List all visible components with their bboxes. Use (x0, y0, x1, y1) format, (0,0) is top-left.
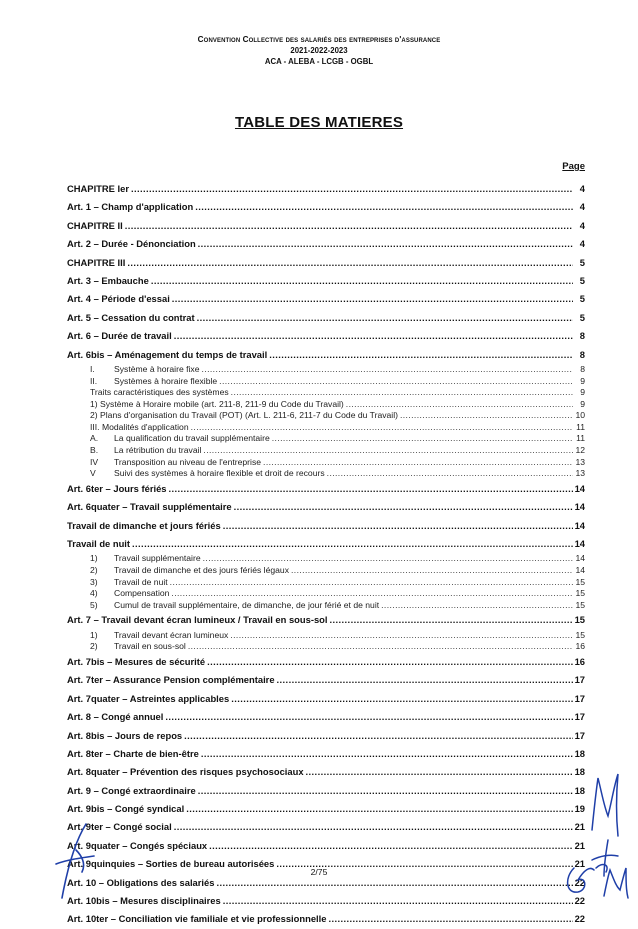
dot-leader (203, 553, 573, 565)
toc-page-number: 4 (579, 201, 585, 213)
toc-page-number: 17 (574, 692, 585, 704)
toc-page-number: 18 (574, 747, 585, 759)
toc-page-number: 8 (579, 348, 585, 360)
toc-subentry-number: IV (90, 456, 99, 467)
dot-leader (346, 399, 573, 411)
toc-entry-title: Art. 8 – Congé annuel (67, 711, 164, 723)
toc-subentry-number: B. (90, 445, 99, 456)
toc-entry-title: Art. 8bis – Jours de repos (67, 729, 183, 741)
toc-entry-title: Art. 9 – Congé extraordinaire (67, 784, 196, 796)
toc-entry-title: Art. 5 – Cessation du contrat (67, 311, 195, 323)
toc-entry (67, 837, 585, 855)
dot-leader (169, 480, 573, 498)
toc-subentry-title (90, 387, 229, 399)
toc-page-number: 17 (574, 674, 585, 686)
toc-entry (67, 745, 585, 763)
toc-page-number: 19 (574, 803, 585, 815)
toc-page-number: 13 (575, 468, 585, 479)
toc-entry (67, 290, 585, 308)
dot-leader (291, 565, 573, 577)
toc-page-number: 8 (580, 363, 585, 374)
toc-entry-title: Art. 9quater – Congés spéciaux (67, 839, 208, 851)
toc-subentry (67, 565, 585, 577)
dot-leader (277, 671, 573, 689)
toc-entry-title: Art. 3 – Embauche (67, 274, 149, 286)
toc-subentry-text: La rétribution du travail (114, 445, 202, 456)
dot-leader (230, 630, 573, 642)
toc-entry (67, 690, 585, 708)
toc-subentry-text: Travail de nuit (114, 576, 168, 587)
toc-subentry-number: 1) (90, 629, 98, 640)
toc-entry-title: Art. 6 – Durée de travail (67, 330, 172, 342)
toc-entry-title: Art. 6quater – Travail supplémentaire (67, 501, 232, 513)
toc-page-number: 15 (575, 576, 585, 587)
toc-page-number: 22 (574, 895, 585, 907)
toc-subentry (67, 387, 585, 399)
dot-leader (184, 727, 572, 745)
dot-leader (219, 376, 573, 388)
toc-subentry-text: 1) Système à Horaire mobile (art. 211-8, 211-9 du Code du Travail) (90, 398, 344, 409)
toc-entry (67, 763, 585, 781)
dot-leader (131, 180, 573, 198)
dot-leader (132, 535, 573, 553)
toc-page-number: 13 (575, 456, 585, 467)
toc-subentry-title (90, 600, 379, 612)
dot-leader (306, 763, 573, 781)
toc-subentry (67, 399, 585, 411)
toc-entry (67, 708, 585, 726)
toc-entry (67, 727, 585, 745)
toc-page-number: 11 (576, 433, 585, 444)
toc-entry-title: Art. 9quinquies – Sorties de bureau autorisées (67, 858, 275, 870)
dot-leader (201, 745, 573, 763)
toc-page-number: 18 (574, 766, 585, 778)
toc-entry-title: Art. 7ter – Assurance Pension complémentaire (67, 674, 275, 686)
toc-page-number: 14 (575, 553, 585, 564)
toc-page-number: 17 (574, 711, 585, 723)
handwritten-initials-right-bottom (560, 862, 636, 900)
dot-leader (174, 327, 573, 345)
toc-page-number: 15 (575, 599, 585, 610)
toc-subentry (67, 445, 585, 457)
toc-entry-title: Travail de nuit (67, 538, 131, 550)
toc-entry (67, 272, 585, 290)
toc-subentry-title (90, 364, 200, 376)
toc-entry (67, 535, 585, 553)
dot-leader (203, 445, 573, 457)
dot-leader (381, 600, 573, 612)
toc-subentry-number: 3) (90, 576, 98, 587)
toc-subentry (67, 468, 585, 480)
dot-leader (198, 235, 573, 253)
toc-subentry-number: A. (90, 433, 99, 444)
toc-subentry-title (90, 445, 201, 457)
dot-leader (223, 517, 573, 535)
toc-entry-title: Art. 9ter – Congé social (67, 821, 172, 833)
toc-entry-title: Art. 1 – Champ d'application (67, 201, 194, 213)
toc-page-number: 9 (580, 375, 585, 386)
toc-page-number: 4 (579, 183, 585, 194)
dot-leader (231, 387, 573, 399)
toc-entry (67, 327, 585, 345)
dot-leader (209, 837, 572, 855)
toc-subentry (67, 641, 585, 653)
toc-entry-title: CHAPITRE Ier (67, 183, 129, 194)
page-number: 2/75 (310, 867, 328, 877)
dot-leader (198, 782, 573, 800)
toc-subentry-text: Système à horaire fixe (114, 363, 200, 374)
dot-leader (171, 588, 573, 600)
toc-entry (67, 910, 585, 928)
dot-leader (195, 198, 573, 216)
handwritten-signature-left (46, 820, 106, 902)
toc-subentry-text: Travail devant écran lumineux (114, 629, 229, 640)
dot-leader (172, 290, 573, 308)
toc-entry-title: Art. 4 – Période d'essai (67, 293, 170, 305)
toc-subentry (67, 577, 585, 589)
toc-subentry-number: V (90, 468, 96, 479)
toc-page-number: 14 (574, 519, 585, 531)
toc-entry (67, 254, 585, 272)
toc-subentry-number: 2) (90, 565, 98, 575)
toc-page-number: 21 (574, 821, 585, 833)
toc-subentry (67, 588, 585, 600)
toc-subentry-title (90, 565, 289, 577)
handwritten-initials-right-top (586, 770, 626, 840)
toc-subentry-title (90, 588, 169, 600)
toc-page-number: 17 (574, 729, 585, 741)
toc-entry (67, 892, 585, 910)
page-title: TABLE DES MATIERES (234, 114, 404, 131)
toc-entry (67, 498, 585, 516)
toc-page-number: 14 (574, 538, 585, 550)
toc-page-number: 9 (580, 398, 585, 409)
dot-leader (207, 653, 572, 671)
toc-page-number: 14 (574, 501, 585, 513)
dot-leader (202, 364, 574, 376)
toc-page-number: 21 (574, 839, 585, 851)
toc-entry-title: Travail de dimanche et jours fériés (67, 519, 221, 531)
toc-subentry-text: Traits caractéristiques des systèmes (90, 387, 229, 398)
toc-entry (67, 517, 585, 535)
dot-leader (400, 410, 573, 422)
toc-subentry-number: II. (90, 375, 98, 386)
toc-page-number: 18 (574, 784, 585, 796)
toc-entry-title: CHAPITRE II (67, 219, 123, 231)
dot-leader (197, 309, 573, 327)
toc-subentry (67, 600, 585, 612)
toc-page-number: 21 (574, 858, 585, 870)
toc-subentry-text: La qualification du travail supplémentaire (114, 433, 270, 444)
toc-subentry-number: I. (90, 363, 95, 374)
toc-subentry-text: Cumul de travail supplémentaire, de dimanche, de jour férié et de nuit (114, 599, 380, 610)
toc-page-number: 22 (574, 913, 585, 925)
header-years: 2021-2022-2023 (290, 46, 348, 55)
toc-subentry-title (90, 641, 186, 653)
toc-subentry-title (90, 468, 325, 480)
toc-entry-title: Art. 8ter – Charte de bien-être (67, 747, 199, 759)
toc-entry (67, 611, 585, 629)
toc-page-number: 5 (579, 311, 585, 323)
toc-subentry-text: Travail supplémentaire (114, 553, 201, 564)
toc-subentry-title (90, 399, 344, 411)
toc-entry (67, 217, 585, 235)
toc-subentry-title (90, 577, 168, 589)
toc-entry (67, 671, 585, 689)
toc-entry-title: Art. 7quater – Astreintes applicables (67, 692, 230, 704)
toc-entry-title: Art. 6bis – Aménagement du temps de travail (67, 348, 268, 360)
toc-page-number: 10 (575, 410, 585, 421)
toc-entry (67, 180, 585, 198)
toc-subentry-title (90, 553, 201, 565)
dot-leader (186, 800, 572, 818)
toc-subentry-title (90, 433, 270, 445)
toc-entry-title: Art. 7bis – Mesures de sécurité (67, 655, 206, 667)
toc-page-number: 9 (580, 387, 585, 398)
toc-page-number: 15 (574, 614, 585, 626)
toc-subentry (67, 376, 585, 388)
toc-entry (67, 480, 585, 498)
page-column-label: Page (562, 161, 585, 172)
dot-leader (223, 892, 573, 910)
toc-entry (67, 235, 585, 253)
toc-entry-title: Art. 9bis – Congé syndical (67, 803, 185, 815)
toc-subentry-title (90, 457, 261, 469)
toc-subentry-text: Transposition au niveau de l'entreprise (114, 456, 262, 467)
toc-subentry-text: Travail en sous-sol (114, 641, 186, 652)
toc-entry (67, 782, 585, 800)
document-header (0, 34, 638, 67)
toc-subentry-number: 4) (90, 588, 98, 599)
dot-leader (188, 641, 573, 653)
toc-entry-title: Art. 10 – Obligations des salariés (67, 876, 215, 888)
dot-leader (165, 708, 572, 726)
toc-subentry-number: 5) (90, 599, 98, 610)
toc-subentry (67, 422, 585, 434)
dot-leader (234, 498, 573, 516)
toc-page-number: 5 (579, 256, 585, 268)
dot-leader (327, 468, 573, 480)
dot-leader (263, 457, 573, 469)
toc-entry-title: Art. 8quater – Prévention des risques psychosociaux (67, 766, 304, 778)
toc-subentry-title (90, 410, 398, 422)
toc-subentry-text: Suivi des systèmes à horaire flexible et droit de recours (114, 468, 325, 479)
toc-subentry (67, 410, 585, 422)
toc-page-number: 8 (579, 330, 585, 342)
toc-subentry-text: Systèmes à horaire flexible (114, 375, 218, 386)
toc-page-number: 16 (575, 641, 585, 652)
toc-subentry-title (90, 376, 217, 388)
toc-subentry (67, 630, 585, 642)
toc-subentry-text: 2) Plans d'organisation du Travail (POT) (Art. L. 211-6, 211-7 du Code du Travail) (90, 410, 398, 421)
toc-subentry-number: 2) (90, 641, 98, 652)
toc-page-number: 16 (574, 655, 585, 667)
header-parties: ACA - ALEBA - LCGB - OGBL (264, 57, 374, 66)
dot-leader (174, 818, 573, 836)
toc-subentry-text: III. Modalités d'application (90, 421, 189, 432)
toc-page-number: 15 (575, 588, 585, 599)
toc-entry (67, 309, 585, 327)
dot-leader (330, 611, 573, 629)
toc-entry (67, 818, 585, 836)
toc-entry-title: Art. 10bis – Mesures disciplinaires (67, 895, 221, 907)
toc-page-number: 4 (579, 219, 585, 231)
toc-page-number: 5 (579, 293, 585, 305)
toc-page-number: 22 (574, 876, 585, 888)
toc-subentry (67, 457, 585, 469)
toc-page-number: 4 (579, 238, 585, 250)
dot-leader (170, 577, 573, 589)
dot-leader (127, 254, 573, 272)
toc-subentry-title (90, 422, 189, 434)
dot-leader (231, 690, 572, 708)
toc-entry (67, 653, 585, 671)
table-of-contents (67, 180, 585, 929)
dot-leader (191, 422, 573, 434)
toc-subentry (67, 364, 585, 376)
toc-entry-title: Art. 2 – Durée - Dénonciation (67, 238, 196, 250)
toc-entry (67, 800, 585, 818)
toc-entry (67, 198, 585, 216)
toc-page-number: 15 (575, 629, 585, 640)
toc-subentry (67, 433, 585, 445)
toc-entry-title: Art. 6ter – Jours fériés (67, 482, 167, 494)
toc-subentry (67, 553, 585, 565)
dot-leader (269, 346, 573, 364)
toc-entry-title: Art. 10ter – Conciliation vie familiale et vie professionnelle (67, 913, 327, 925)
toc-page-number: 5 (579, 274, 585, 286)
toc-entry (67, 346, 585, 364)
toc-entry-title: Art. 7 – Travail devant écran lumineux / Travail en sous-sol (67, 614, 328, 626)
toc-subentry-text: Travail de dimanche et des jours fériés légaux (114, 565, 289, 575)
toc-subentry-title (90, 630, 228, 642)
toc-page-number: 11 (576, 421, 585, 432)
toc-page-number: 14 (575, 565, 585, 575)
dot-leader (125, 217, 573, 235)
dot-leader (272, 433, 573, 445)
dot-leader (151, 272, 573, 290)
dot-leader (328, 910, 572, 928)
header-convention-title: Convention Collective des salariés des entreprises d'assurance (197, 35, 441, 44)
toc-page-number: 14 (574, 482, 585, 494)
toc-subentry-number: 1) (90, 553, 98, 564)
toc-entry-title: CHAPITRE III (67, 256, 126, 268)
toc-subentry-text: Compensation (114, 588, 170, 599)
toc-page-number: 12 (575, 445, 585, 456)
